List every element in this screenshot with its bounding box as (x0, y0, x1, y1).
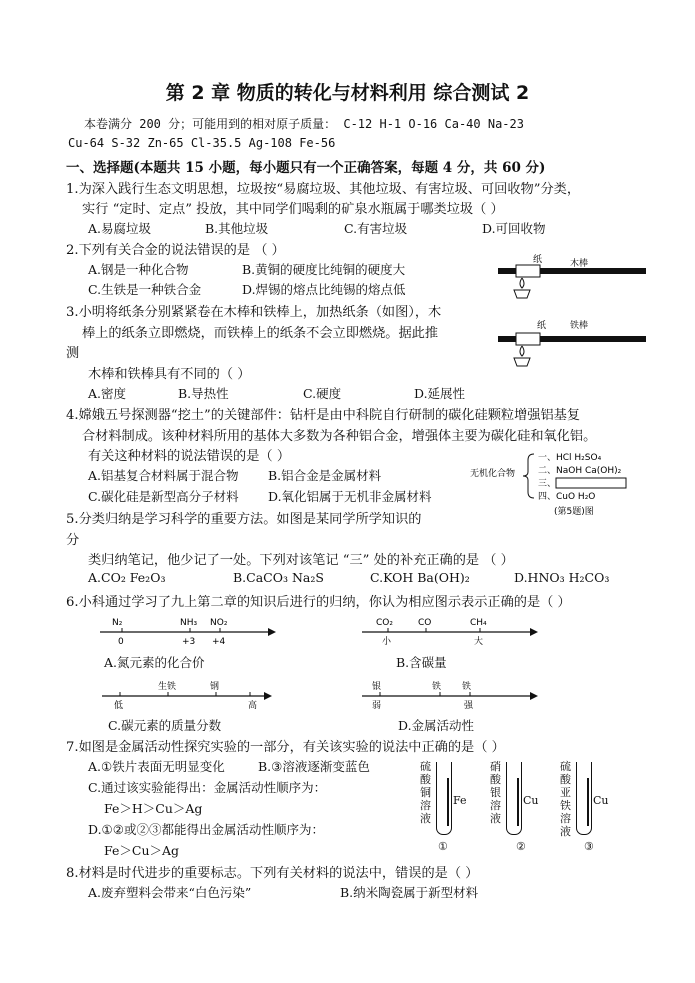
q6c-top-2: 钢 (210, 682, 220, 692)
q6-diagram-d (360, 676, 540, 714)
q6b-top-2: CO (418, 618, 432, 628)
arrow-icon (530, 628, 538, 636)
q1-stem-line2: 实行 “定时、定点” 投放，其中同学们喝剩的矿泉水瓶属于哪类垃圾（ ） (82, 202, 504, 217)
label-paper-bottom: 纸 (537, 321, 547, 331)
q1-option-c: C.有害垃圾 (344, 221, 408, 236)
q1-option-a: A.易腐垃圾 (88, 221, 152, 236)
iron-strip (447, 778, 449, 826)
q7-test-tubes-figure (420, 760, 650, 860)
q5-option-b: B.CaCO₃ Na₂S (233, 570, 324, 585)
q6d-bot-2: 强 (464, 701, 474, 711)
q7-option-c-order: Fe＞H＞Cu＞Ag (104, 801, 203, 816)
q3-option-c: C.硬度 (303, 386, 342, 401)
q6-diagram-a (98, 612, 278, 650)
q8-option-a: A.废弃塑料会带来“白色污染” (88, 885, 252, 900)
q6b-bot-1: 小 (382, 637, 392, 647)
fig5-caption: (第5题)图 (554, 507, 594, 517)
tube1-solution-label: 硫酸铜溶液 (420, 760, 431, 825)
fig5-row3: 三、 (538, 479, 557, 489)
q3-option-a: A.密度 (88, 386, 127, 401)
q4-option-a: A.铝基复合材料属于混合物 (88, 468, 239, 483)
q3-heating-figure (492, 254, 652, 374)
q6b-bot-2: 大 (474, 637, 484, 647)
alcohol-lamp-icon (514, 290, 530, 298)
q4-option-d: D.氧化铝属于无机非金属材料 (268, 489, 432, 504)
q6b-top-1: CO₂ (376, 618, 393, 628)
q6b-top-3: CH₄ (470, 618, 487, 628)
q6-diagram-b (360, 612, 540, 650)
tube2-solution-label: 硝酸银溶液 (490, 760, 501, 825)
q6c-bot-1: 低 (114, 701, 124, 711)
q6-diagram-c (100, 676, 280, 714)
q5-stem-line1: 5.分类归纳是学习科学的重要方法。如图是某同学所学知识的 (66, 512, 422, 527)
arrow-icon (264, 692, 272, 700)
q3-option-d: D.延展性 (414, 386, 466, 401)
label-wood: 木棒 (570, 259, 589, 269)
q7-option-d-order: Fe＞Cu＞Ag (104, 843, 180, 858)
q6a-top-3: NO₂ (210, 618, 228, 628)
q5-option-c: C.KOH Ba(OH)₂ (370, 570, 470, 585)
tube2-metal-label: Cu (523, 794, 539, 807)
test-tube-1 (436, 762, 452, 835)
q1-option-b: B.其他垃圾 (205, 221, 269, 236)
fig5-blank-box (556, 478, 626, 488)
q6-caption-a: A.氮元素的化合价 (104, 655, 205, 670)
q5-stem-line2: 分 (66, 533, 80, 548)
label-paper-top: 纸 (533, 255, 543, 265)
q4-stem-line3: 有关这种材料的说法错误的是（ ） (88, 449, 291, 464)
q6a-bot-3: +4 (212, 637, 226, 647)
tube1-number: ① (438, 840, 448, 853)
q2-option-c: C.生铁是一种铁合金 (88, 282, 202, 297)
section-heading: 一、选择题(本题共 15 小题，每小题只有一个正确答案，每题 4 分，共 60 分) (66, 160, 546, 176)
fig5-row1: 一、HCl H₂SO₄ (538, 453, 602, 463)
arrow-icon (268, 628, 276, 636)
q6a-bot-1: 0 (118, 637, 124, 647)
fig5-row2: 二、NaOH Ca(OH)₂ (538, 466, 622, 476)
q6-stem: 6.小科通过学习了九上第二章的知识后进行的归纳，你认为相应图示表示正确的是（ ） (66, 595, 571, 610)
q2-stem: 2.下列有关合金的说法错误的是 （ ） (66, 243, 285, 258)
tube3-number: ③ (584, 840, 594, 853)
q6d-bot-1: 弱 (372, 701, 382, 711)
q3-stem-line4: 木棒和铁棒具有不同的（ ） (88, 367, 251, 382)
q5-option-a: A.CO₂ Fe₂O₃ (88, 570, 166, 585)
q7-option-a: A.①铁片表面无明显变化 (88, 759, 225, 774)
atomic-masses: Cu-64 S-32 Zn-65 Cl-35.5 Ag-108 Fe-56 (68, 136, 336, 150)
q6d-top-2: 铁 (432, 682, 442, 692)
q3-stem-line1: 3.小明将纸条分别紧紧卷在木棒和铁棒上，加热纸条（如图），木 (66, 305, 442, 320)
q6d-top-3: 铁 (462, 682, 472, 692)
q5-stem-line3: 类归纳笔记，他少记了一处。下列对该笔记 “三” 处的补充正确的是 （ ） (88, 553, 514, 568)
q2-option-a: A.钢是一种化合物 (88, 262, 189, 277)
q7-option-b: B.③溶液逐渐变蓝色 (258, 759, 370, 774)
copper-strip (517, 778, 519, 826)
fig5-brace (523, 454, 534, 498)
q1-option-d: D.可回收物 (482, 221, 546, 236)
q8-option-b: B.纳米陶瓷属于新型材料 (340, 885, 479, 900)
tube1-metal-label: Fe (453, 794, 467, 807)
test-tube-2 (506, 762, 522, 835)
q4-stem-line2: 合材料制成。该种材料所用的基体大多数为各种铝合金，增强体主要为碳化硅和氧化铝。 (82, 429, 597, 444)
tube3-metal-label: Cu (593, 794, 609, 807)
q2-option-b: B.黄铜的硬度比纯铜的硬度大 (242, 262, 406, 277)
q7-stem: 7.如图是金属活动性探究实验的一部分，有关该实验的说法中正确的是（ ） (66, 740, 505, 755)
q8-stem: 8.材料是时代进步的重要标志。下列有关材料的说法中，错误的是（ ） (66, 866, 479, 881)
q1-stem-line1: 1.为深入践行生态文明思想，垃圾按“易腐垃圾、其他垃圾、有害垃圾、可回收物”分类， (66, 182, 580, 197)
q5-option-d: D.HNO₃ H₂CO₃ (514, 570, 610, 585)
alcohol-lamp-icon (514, 358, 530, 366)
flame-icon (520, 346, 524, 356)
q6a-bot-2: +3 (182, 637, 196, 647)
q3-option-b: B.导热性 (178, 386, 229, 401)
q2-option-d: D.焊锡的熔点比纯锡的熔点低 (242, 282, 406, 297)
page-title: 第 2 章 物质的转化与材料利用 综合测试 2 (165, 82, 530, 104)
q6-caption-d: D.金属活动性 (398, 718, 475, 733)
q3-stem-line2: 棒上的纸条立即燃烧，而铁棒上的纸条不会立即燃烧。据此推 (82, 326, 439, 341)
q7-option-c: C.通过该实验能得出：金属活动性顺序为： (88, 780, 327, 795)
q3-stem-line3: 测 (66, 346, 80, 361)
flame-icon (520, 278, 524, 288)
q6d-top-1: 银 (372, 682, 382, 692)
q4-option-b: B.铝合金是金属材料 (268, 468, 382, 483)
paper-strip-bottom (516, 333, 540, 345)
q6c-bot-2: 高 (248, 701, 258, 711)
tube3-solution-label: 硫酸亚铁溶液 (560, 760, 571, 838)
q7-option-d: D.①②或②③都能得出金属活动性顺序为： (88, 822, 324, 837)
tube2-number: ② (516, 840, 526, 853)
q5-classification-figure (468, 448, 638, 520)
test-tube-3 (576, 762, 592, 835)
q4-option-c: C.碳化硅是新型高分子材料 (88, 489, 239, 504)
fig5-row4: 四、CuO H₂O (538, 492, 596, 502)
q6a-top-1: N₂ (112, 618, 123, 628)
q6-caption-b: B.含碳量 (396, 655, 447, 670)
q6-caption-c: C.碳元素的质量分数 (108, 718, 222, 733)
q6c-top-1: 生铁 (158, 682, 177, 692)
arrow-icon (530, 692, 538, 700)
q6a-top-2: NH₃ (180, 618, 198, 628)
label-iron: 铁棒 (570, 321, 589, 331)
copper-strip (587, 778, 589, 826)
q4-stem-line1: 4.嫦娥五号探测器“挖土”的关键部件：钻杆是由中科院自行研制的碳化硅颗粒增强铝基复 (66, 408, 580, 423)
fig5-label: 无机化合物 (470, 469, 516, 479)
score-note: 本卷满分 200 分；可能用到的相对原子质量： C-12 H-1 O-16 Ca-40 Na-23 (84, 117, 524, 131)
paper-strip-top (516, 265, 540, 277)
